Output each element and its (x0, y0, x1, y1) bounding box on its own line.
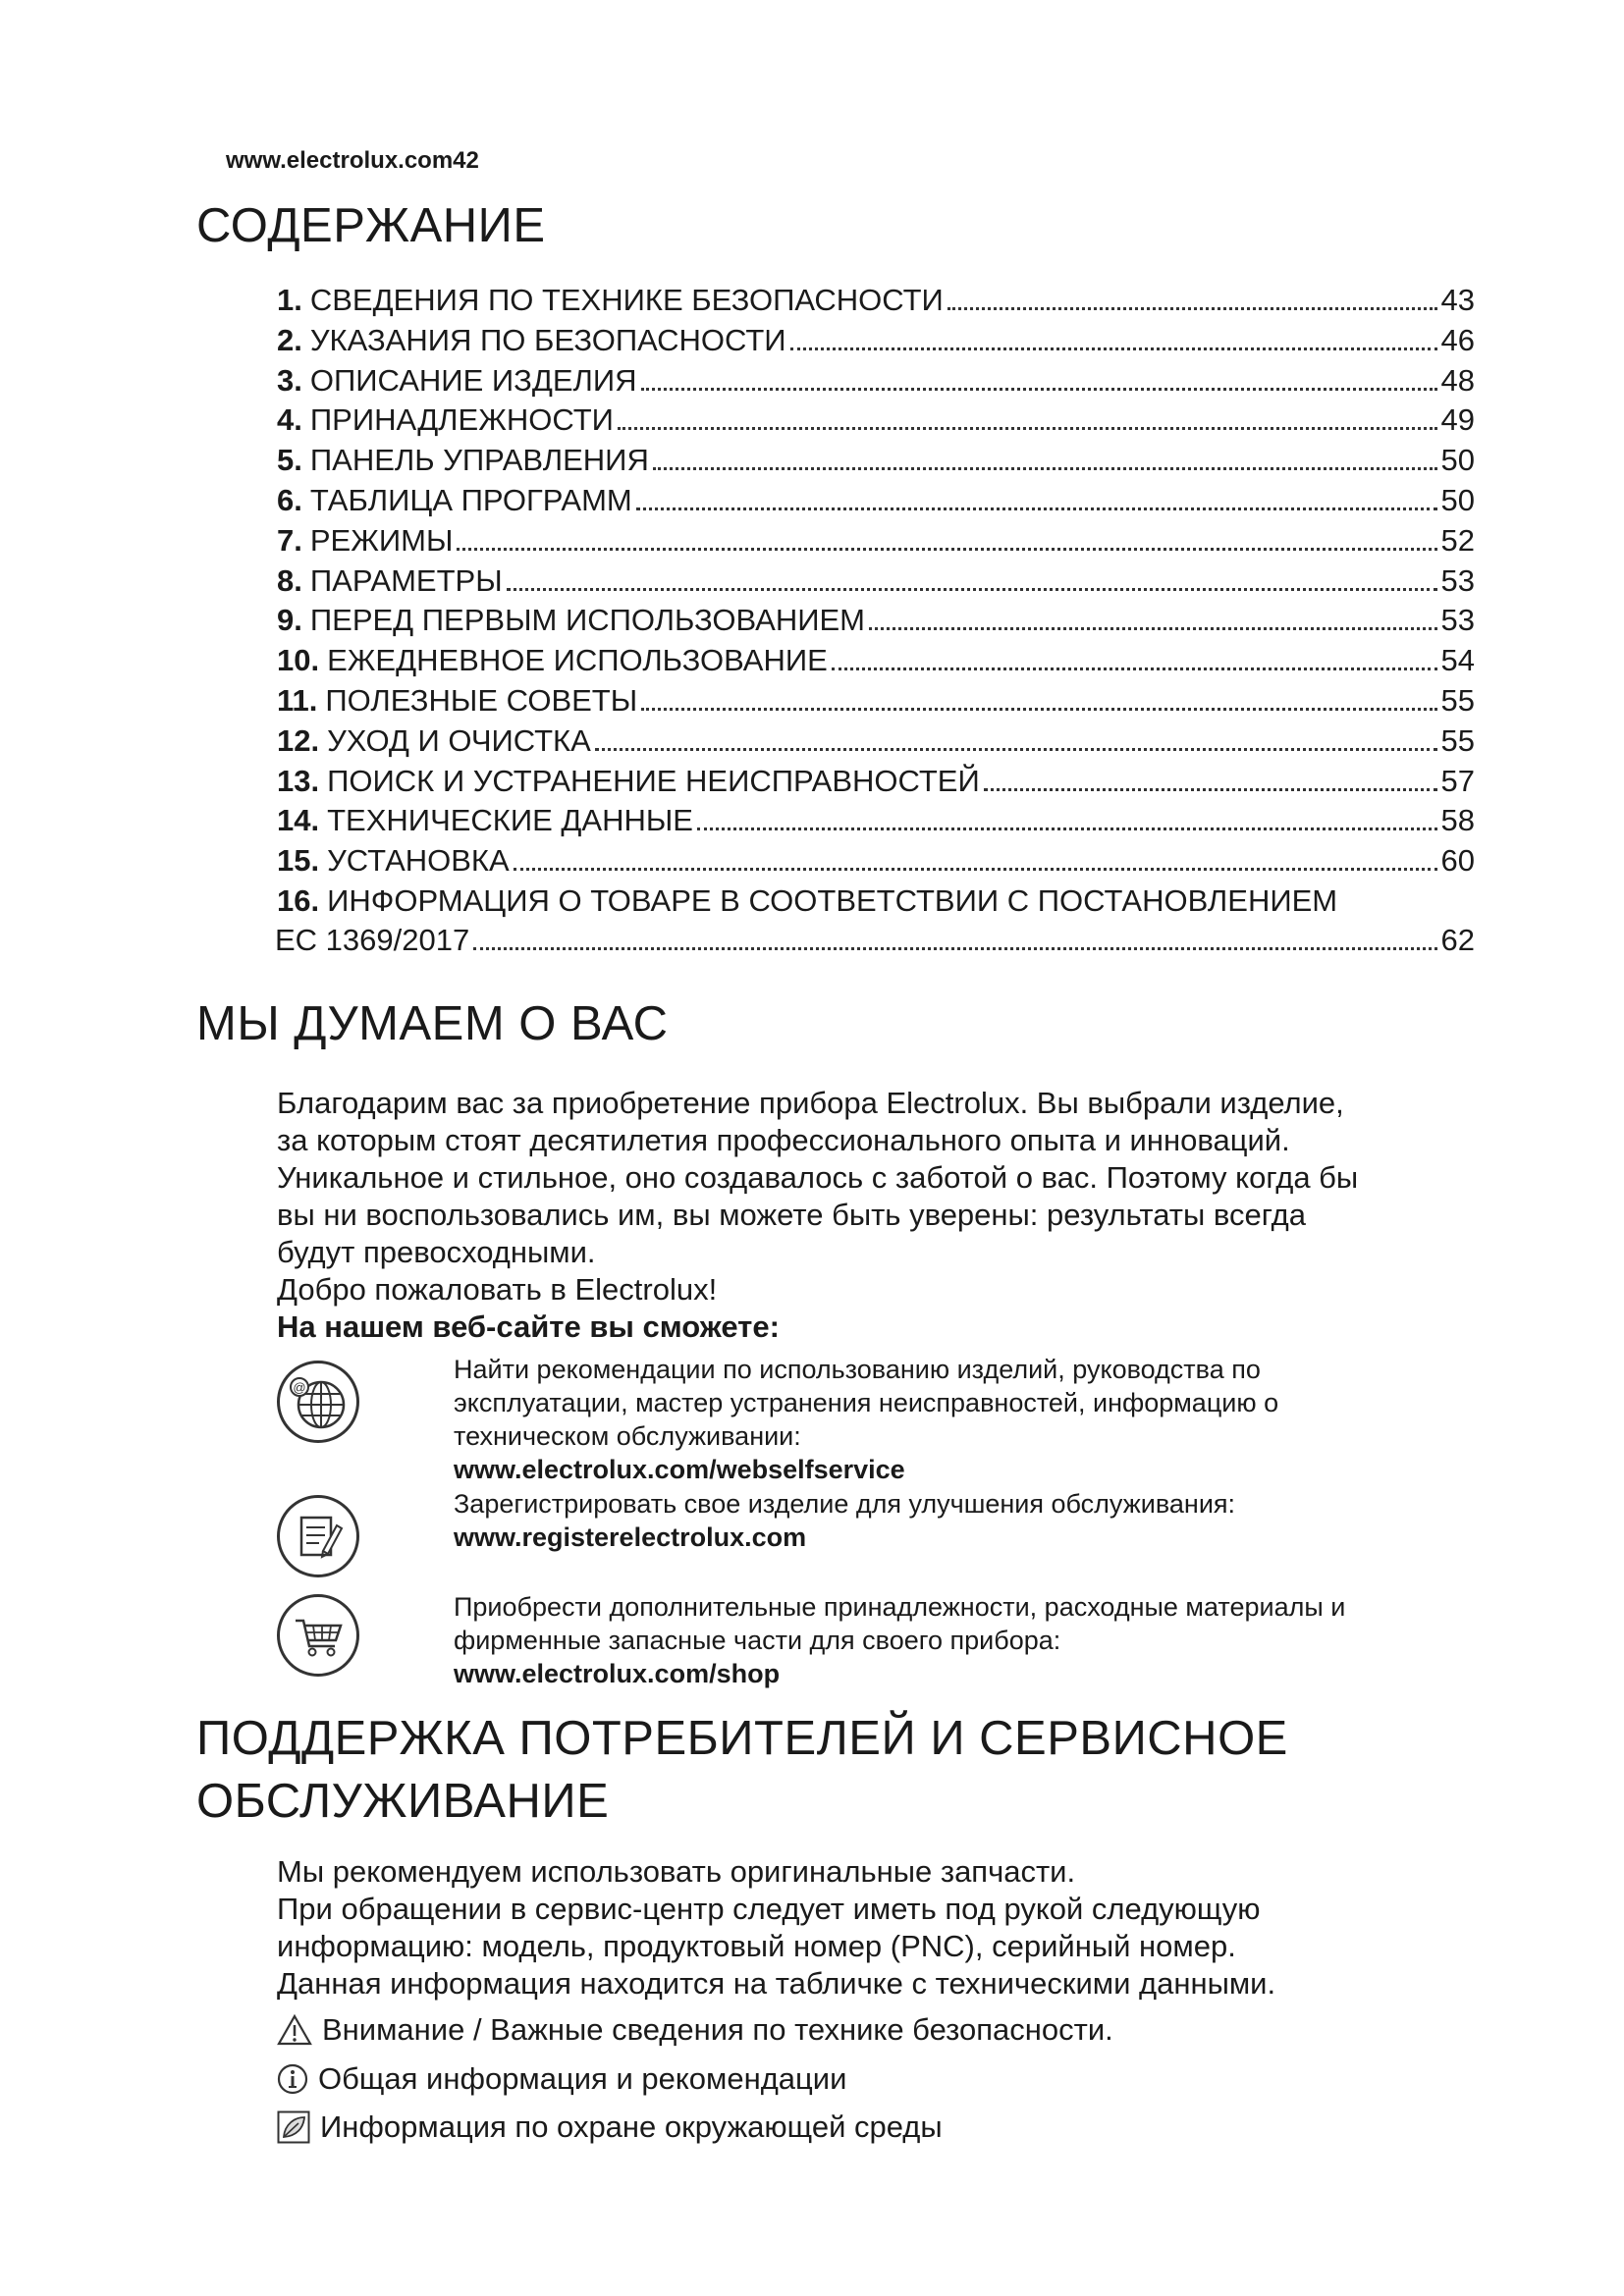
register-link[interactable]: www.registerelectrolux.com (454, 1522, 807, 1552)
toc-entry[interactable]: 14. ТЕХНИЧЕСКИЕ ДАННЫЕ 58 (277, 803, 1475, 838)
globe-icon (277, 1361, 359, 1443)
warning-triangle-icon (277, 2013, 312, 2047)
toc-entry[interactable]: 2. УКАЗАНИЯ ПО БЕЗОПАСНОСТИ 46 (277, 322, 1475, 357)
toc-entry[interactable]: 10. ЕЖЕДНЕВНОЕ ИСПОЛЬЗОВАНИЕ 54 (277, 643, 1475, 678)
webselfservice-link[interactable]: www.electrolux.com/webselfservice (454, 1455, 905, 1484)
manual-page: www.electrolux.com42 СОДЕРЖАНИЕ 1. СВЕДЕНИЯ ПО ТЕХНИКЕ БЕЗОПАСНОСТИ 43 2. УКАЗАНИЯ ПО БЕЗОПАСНОСТИ 46 3. ОПИСАНИЕ ИЗДЕЛИЯ 48 4. ПРИНАДЛЕЖНОСТИ 49 5. ПАНЕЛЬ УПРАВЛЕНИЯ 50 6. ТАБЛИЦА ПРОГРАММ 50 7. РЕЖИМЫ 52 8. ПАРАМЕТРЫ 53 9. ПЕРЕД ПЕРВЫМ ИСПОЛЬЗОВАНИЕМ 53 10. ЕЖЕДНЕВНОЕ ИСПОЛЬЗОВАНИЕ 54 11. ПОЛЕЗНЫЕ СОВЕТЫ 55 12. УХОД И ОЧИСТКА 55 13. ПОИСК И УСТРАНЕНИЕ НЕИСПРАВНОСТЕЙ 57 14. ТЕХНИЧЕСКИЕ ДАННЫЕ 58 15. УСТАНОВКА 60 16. ИНФОРМАЦИЯ О ТОВАРЕ В СООТВЕТСТВИИ С ПОСТАНОВЛЕНИЕМ ЕС 1369/2017 62 МЫ ДУМАЕМ О ВАС Благодарим вас за приобретение прибора Electrolux. Вы выбрали изделие, за которым стоят десятилетия профессионального опыта и инноваций. Уникальное и стильное, оно создавалось с заботой о вас. Поэтому когда бы вы ни воспользовались им, вы можете быть уверены: результаты всегда будут превосходными. Добро пожаловать в Electrolux! На нашем веб-сайте вы сможете: @ Найти рекомендации по использованию изделий, руководства по эксплуатации, мастер устранения неисправностей, информацию о техническом обслуживании: www.electrolux.com/webselfservice Зарегистрировать свое изделие для улучшения обслуживания: www.registerelectrolux.com Приобрести дополнительные принадлежности, расходные материалы и фирменные запасные части для своего прибора: www.electrolux.com/shop ПОДДЕРЖКА ПОТРЕБИТЕЛЕЙ И СЕРВИСНОЕ ОБСЛУЖИВАНИЕ Мы рекомендуем использовать оригинальные запчасти. При обращении в сервис-центр следует иметь под рукой следующую информацию: модель, продуктовый номер (PNC), серийный номер. Данная информация находится на табличке с техническими данными. Внимание / Важные сведения по технике безопасности. Общая информация и рекомендации Информация по охране окружающей среды (0, 0, 1624, 2296)
info-icon (277, 2063, 308, 2095)
toc-entry[interactable]: 5. ПАНЕЛЬ УПРАВЛЕНИЯ 50 (277, 443, 1475, 478)
environment-leaf-icon (277, 2110, 310, 2144)
toc-entry[interactable]: 4. ПРИНАДЛЕЖНОСТИ 49 (277, 402, 1475, 438)
page-header: www.electrolux.com42 (226, 147, 479, 174)
legend-environment: Информация по охране окружающей среды (277, 2106, 943, 2149)
toc-entry[interactable]: 9. ПЕРЕД ПЕРВЫМ ИСПОЛЬЗОВАНИЕМ 53 (277, 603, 1475, 638)
toc-entry[interactable]: 7. РЕЖИМЫ 52 (277, 522, 1475, 558)
toc-entry[interactable]: 11. ПОЛЕЗНЫЕ СОВЕТЫ 55 (277, 682, 1475, 718)
svg-text:@: @ (293, 1380, 306, 1395)
toc-title: СОДЕРЖАНИЕ (196, 199, 546, 252)
toc-entry[interactable]: 8. ПАРАМЕТРЫ 53 (277, 562, 1475, 598)
toc-entry[interactable]: 1. СВЕДЕНИЯ ПО ТЕХНИКЕ БЕЗОПАСНОСТИ 43 (277, 283, 1475, 317)
legend-warning: Внимание / Важные сведения по технике безопасности. (277, 2008, 1113, 2052)
toc-entry-16-line1[interactable]: 16. ИНФОРМАЦИЯ О ТОВАРЕ В СООТВЕТСТВИИ С ПОСТАНОВЛЕНИЕМ (277, 882, 1338, 918)
toc-entry[interactable]: 3. ОПИСАНИЕ ИЗДЕЛИЯ 48 (277, 362, 1475, 398)
toc-entry-16-line2[interactable]: ЕС 1369/2017 62 (275, 922, 1475, 957)
legend-info: Общая информация и рекомендации (277, 2057, 846, 2101)
about-text: Благодарим вас за приобретение прибора Electrolux. Вы выбрали изделие, за которым стоят десятилетия профессионального опыта и инноваций. Уникальное и стильное, оно создавалось с заботой о вас. Поэтому когда бы вы ни воспользовались им, вы можете быть уверены: результаты всегда будут превосходными. Добро пожаловать в Electrolux! На нашем веб-сайте вы сможете: (277, 1085, 1494, 1346)
register-document-icon (277, 1495, 359, 1577)
website-heading: На нашем веб-сайте вы сможете: (277, 1309, 780, 1344)
support-title: ПОДДЕРЖКА ПОТРЕБИТЕЛЕЙ И СЕРВИСНОЕ ОБСЛУЖИВАНИЕ (196, 1712, 1288, 1828)
toc-entry[interactable]: 15. УСТАНОВКА 60 (277, 843, 1475, 879)
toc-entry[interactable]: 6. ТАБЛИЦА ПРОГРАММ 50 (277, 482, 1475, 517)
shopping-cart-icon (277, 1594, 359, 1677)
support-text: Мы рекомендуем использовать оригинальные запчасти. При обращении в сервис-центр следует иметь под рукой следующую информацию: модель, продуктовый номер (PNC), серийный номер. Данная информация находится на табличке с техническими данными. (277, 1854, 1276, 2001)
toc-entry[interactable]: 12. УХОД И ОЧИСТКА 55 (277, 722, 1475, 758)
table-of-contents (277, 283, 1475, 963)
shop-link[interactable]: www.electrolux.com/shop (454, 1659, 781, 1688)
toc-entry[interactable]: 13. ПОИСК И УСТРАНЕНИЕ НЕИСПРАВНОСТЕЙ 57 (277, 763, 1475, 798)
about-title: МЫ ДУМАЕМ О ВАС (196, 997, 669, 1050)
